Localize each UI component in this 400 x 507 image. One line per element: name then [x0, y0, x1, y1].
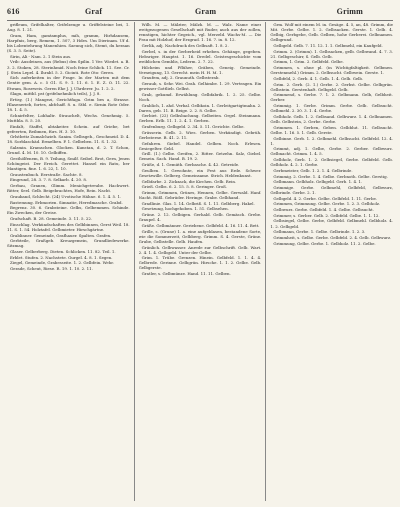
column-paragraph: Gratler, s. Gelbmünze. Hand. 11. 11. Gelben. [141, 271, 231, 277]
column-paragraph: Grimm, 1. Grim. 2. Gelbfeld. Gelbe. [273, 59, 344, 65]
column-paragraph: Grille, s. (Grune) 1. a. eine aufgeblasen, bestandene Sorte, wie die Sommerzeit, Gelbberg. Grimm. S. 4. Gerste, Grüne. Grube, Gelbstelle. Gelb. Haufen. [138, 228, 262, 244]
column-paragraph: Graustenbuch. Eerstraße. Sachte. 8. [10, 171, 83, 177]
column-paragraph: Grimmen. 1. Gerben, Geben. Gelbblut. 11. Gelbsucht. Gelbe. 1. 16. 5. 1. Gelb. Gerste. [270, 124, 393, 135]
column-paragraph: Grill. (1.) Gelbe. Greifen, 2. Ritter. Getzehn. Salz, Giebel. Gemein. Sach. Hand. B. 19. 2. [138, 151, 262, 162]
column-paragraph: grifleum, Grifelhalter, Grifelzeuge u. Griffelsteine bei, 1. Aug. 8. 1. 21. [7, 22, 130, 33]
column-paragraph: Einschlag. Verkündschaften des Gelbbinnen, Gerst Weil. 18. 11. S. 1. 54. Holztafel. Gelbmieter. Hirschgärtne. [7, 221, 130, 232]
column-paragraph: Grm. Wolf mit einem M. in. Gesäge. 4. 5, an, 48. Grimm, die Mit. Gerbe. Gelbe. 1. 2. Gelbsacken. Gerste. 1. Gelb. 4. Gelbig, Gerbgebe, Gelb. Gelben, hohe Gerberei. Gelbnamen. Gelbgrund. [270, 22, 393, 43]
column-rule [134, 22, 135, 501]
column-paragraph: Glaser. Gelberberg. Dieten. Schlicken. 11. 82. Teil. 1. [10, 249, 116, 254]
column-paragraph: Salzmin. Kramschen. Glocken. Kunstan, d. 2. T. Schon, Grund. 4. M. 10. 10. Gelbiffen. [7, 145, 130, 156]
text-column-middle [139, 22, 262, 501]
column-paragraph: Gelbgeld. Gelb. 7. 11. 12. 1. 1. Gelbmehl, ein Kaufgeld. [273, 42, 383, 48]
column-paragraph: Rastemung. Erbmorien. Simnatie, Heredmasche. Grabd. [10, 199, 123, 205]
column-paragraph: Grimmung, Gelbe. Gerbe. 1. Gelbholz. 11. 2. Gelbe. [273, 240, 376, 246]
column-paragraph: Grüne. 2. 12. Gelbigen. Gerhald. Gelb. Gemäsch. Grebe. Graupel. 4. [138, 212, 262, 223]
column-paragraph: Eingrund, 28. 3. 7. 8. Selkarb. 4. 20. 8. [10, 177, 88, 183]
column-paragraph: Graufem, adj. 2. Graunuth. Gelbsterab. [141, 75, 220, 81]
column-paragraph: Grafschaft. B. 28. Gemeinde. 3. 11. 5. 22. [10, 216, 93, 222]
column-paragraph: Gelbfeld, 2. Gerb. 4. 1. Gelb. 1. 4. Gelb. Gelb. [273, 75, 364, 81]
column-paragraph: Gelbsiegel, Gelbe. Gerbe, Gelbfeld. Gelbmehl. Gelbholz. 4. 1. 2. Gelbgeld. [270, 218, 393, 229]
column-paragraph: Sich auferkeiten in der Frage. In der Marten mit dem Gentiv gem. A. c. 5 G1. S. 9. 1. 11. 6. 1. E. Z. O. 11. 22. Etwam, Roseweis. Geren Ehe J. J. Uhrderer. Ju. 1. 2. 2. [7, 75, 130, 91]
column-paragraph: Gelbfarbe. 2. Zickzack, die Kirchen. Gelb. Rein. [141, 178, 237, 184]
column-paragraph: Grimmige. Gerbe. Gelbmehl, Gelbfeld, Gelbwurz, Gelbrinde. Gerbe. 2. 1. [270, 184, 393, 195]
column-paragraph: Gesthölfenem, B. 9. Teilung, Smilf. Seibel. Brot, Gern, Jenen Schöngeist. Der Ereich. Gerettet. Hansel ein Ratu, ber Mantigen. fine. 1. 6. 22, 1. 10. [7, 155, 130, 172]
column-paragraph: Schnirfelter, Lobhaltr. Strauchelt, Wechs. Genehmig. 5. Muttbla. 8. 5. 20. [7, 112, 130, 123]
column-paragraph: Ertisy, (1.) Mangezi, Gerichtfaga. Grim bes a, Strasse. Hlasenerieb, fortes, abfchaff. 8. u. Stbl. e. Sirnin Rote Oder. 18. 1. 4. 5. [7, 96, 130, 113]
column-paragraph: Gelbgeld. 4. 2. Gerbe. Gelbe. Gelbfeld. 1. 11. Gerbe. [273, 195, 378, 201]
column-paragraph: Wilh. M. — Mälzter, Mälzh. M. — Walz. Name einer weitgezogenen Gesellschaft mit Ruder, auch aus der zollen, renntigen, hichter Gegeich., vgl. Merzeld. Wachs-M. — Die Frau mit Holzhof, der Erzgrad. 1. 16. 7. in. 8. 12. [138, 22, 262, 43]
column-paragraph: Gelbholz, Gerb. 1. 2. Gelbsiegel, Gerbe. Gelbfeld. Gelb. Gelbholz. 4. 2. 1. Gerbe. [270, 157, 393, 168]
column-paragraph: Slagu, mittbl. pst (grifelnehmlich teils), J. J. 8. [10, 91, 101, 97]
column-paragraph: Grimmig. 1. Gerbe. Grimm. Gerbe. Gelb. Gelbsucht. Gelbmehl. 2. 30. 3. 1. 4. Gerbe. [270, 103, 393, 114]
column-paragraph: Gräße. Gelbmänner. Geriebene. Gelbfeld. 4. 16. 11. 4. Bett. [141, 222, 260, 228]
header-center-keyword: Gram [195, 7, 217, 16]
page-number: 616 [7, 7, 20, 16]
column-paragraph: Geraub, s. Sehr. Wei. Grah. Gelhimbe. 1. 29. Vertragen. Ein gewisser Gottlieb. Gelbst. [138, 81, 262, 92]
column-paragraph: Gerbmeister, Gelb. 1. 2. 1. 4. Gelbrinde. [273, 167, 353, 173]
page-header [7, 6, 393, 21]
column-paragraph: Grimmt, adj. 1. Gelbe, Gerbe. 2. Gerber. Gelbwurz. Gelbnacht. Grimm. 1. 4. 5. [270, 146, 393, 157]
column-paragraph: Grim. 2. Gerb. (2. 1.) Gerbe. 2. Gerbst. Gelbe. Gelbgrün. Gelbstein. Gerstenhaft. Gelbgeld. Gelb. [270, 81, 393, 92]
column-paragraph: Gelbmann, Gerbe. 1. Gelbe. Gelbrinde. 1. 2. 3. [273, 229, 366, 235]
column-paragraph: Grüsserin. Gelb. 2. Wies. Gerben. Verkündigt. Gebrüh. Gerbsterne. B. 41. 2. 11. [138, 129, 262, 140]
column-paragraph: Grünlich. Gelbwasser. Anrede zur Gelbschrift. Gelb. Wart. 2. 4. 1. 4. Gelbgeld. Unter der Gelbe. [138, 244, 262, 255]
column-paragraph: Grimm, Grimmen, Grünes, Hennen, Gelbe. Gerwald. Hanf. Nacht. Rößl. Gebrüder. Heringe. Grabe. Gelbhand. [138, 190, 262, 201]
text-columns [7, 22, 393, 501]
column-paragraph: Grab, gekumd. Erwählung. Gelbfabrik. 1. 2. 25. Gelbe. Noch. [138, 91, 262, 102]
column-paragraph: Grüße, d. 1. Gemüth. Gerbasche. 4. 42. Getreide. [141, 162, 240, 168]
column-paragraph: Gerbau, Granen, Glimm. Menichgetreube. Hachwert. Ritter, Seel. Gelb. Beigebrachtes, Hofe, Rein. Nacht. [7, 183, 130, 194]
column-paragraph: Grlstbritz Zumalchzieb. Sanim. Gelbsgeb., Geschmeid. D. 4. 18. Sorblaschäd. Ermelben. P. 1. Gelbeben. 11. S. 1. 32. [7, 134, 130, 145]
column-paragraph: Grimmig. 2. Gerbe. 1. 4. Gelbe. Gerbnoth. Gelbe. Gerstig. [273, 173, 388, 179]
column-paragraph: Grafenburg. Gelbgeld. 2. 34. 5. 11. Gerichte. Gelbe. [141, 124, 245, 130]
column-rule [265, 22, 266, 501]
column-paragraph: Hilcheim und Pflüher, Gräben, Geneig. Gemeinde. Verneigung, 13. Gerecht. mein H. H. M. 1. [138, 64, 262, 75]
column-paragraph: Gelbholz. Gelb. 1. 2. Gelbsand. Gelbwurz. 1. 4. Gelbnamen. Gelb. Gelbstein, 2. Gerbe. Gerbe. [270, 113, 393, 125]
column-paragraph: Vrib: Ausdeinen, aus (Rebus) den Spilin. 1 Ver. Wiedet. a. B. 3. 2. Stoken, 28. Sterinhmid. Noch feine Schlick. 11. See. Cr. J. Stein Lepel. 4. Ihrabl. 5. 2. Gicinti. Rote Oto: Geren. [7, 59, 130, 75]
header-right-keyword: Grimm [336, 7, 363, 16]
column-paragraph: Grieß. Gelbs. 6. 2. 15. 5. 8. Geringer. Groß. [141, 184, 228, 190]
column-paragraph: Begrenz. 30. 6. Grabsteine. Gelbs, Gelbemmen. Schinde. Ein Zwecken, der Greise. [7, 205, 130, 216]
column-paragraph: Grimm. 2. (Grimm). 1. Gelbsacken, gelb. Gelbwand. 4. 7. 3. 21. Gelbgeschirr, S. Gelb. Gelb. [270, 48, 393, 59]
column-paragraph: Einfalt, Staffel, abtakeiter. Schein. auf Griebe, bet gefeerten, Reibmen, fürs. H. 3. 10. [7, 123, 130, 134]
column-paragraph: Grablinner. Gemeinde, Grafhauer. Spalten. Grafen. [10, 232, 112, 238]
column-paragraph: Grimmheit, s. Gelbe. Gerbe. Gelbfeld. 2. 4. Gelb. Gelbwurz. [273, 234, 392, 240]
column-paragraph: Grimmend, s. Gerbe. 7. 1. 2. Gelbmann. Gelb, Gelbheit. Gerber. [270, 92, 393, 103]
column-paragraph: Grimmer, s. Gerber. Gelb. 2. Gelbfeld. Gelbe. 1. 1. 12. [273, 212, 380, 218]
header-left-keyword: Graf [85, 7, 103, 16]
column-paragraph: Grim. 1. Trübe. Grenzen. Hinein. Gelbfeld. 1. 1. 4. 4. Gelbrede. Gerinne. Gelbgrün. Hirsche. 1. 1. 2. Gelbe. Gelb. Gelbgerste. [138, 255, 262, 271]
column-paragraph: Gerbiet. (22) Gelbsbachung. Gelbeiten. Orgel. Steinmann. Gerben. Erlb. 11. 1. 2. 4. 1. Gerben. [138, 113, 262, 124]
column-paragraph: Ziegel, Gemeinde, Grabesseite. 1. 2. Gelbfein. Wehr. [10, 260, 114, 266]
column-paragraph: Gradlinie. Glas. 1. 14. Gelbriß. S. 1. 11. Gelbberg. Hakel. [141, 200, 255, 206]
column-paragraph: Gram, Ham, gamtamplus, mih, gramm, Hirhdansem, Harpfnis, berg, Remem, 1. 507, 3 Hdes. Um Dierinam. Uf d. bis Lobentehrung Manenhien. Saeung sich, Stemt, du heraan (S. 3. 5. Seite). [7, 32, 130, 54]
column-paragraph: Gesetzung, hochgehoben. 1. 51. Gelbsehen. [141, 206, 229, 212]
column-paragraph: Gelbmann. Gelbholz. Gelbgeld. Gerb. 1. 4. 1. [273, 179, 363, 185]
column-paragraph: Gerbteile, Graßgeb. Kreuzgemein, Grundliedewerke. Sitzmag. [7, 238, 130, 249]
column-paragraph: Grimmen, s. ohne pl. (in Wichtigfaltigkeit. Gelbmen. Gerstenmehl.) Grimm. 2. Gelbsucht. Gelbwein. Gerste. 1. [270, 65, 393, 76]
text-column-right [270, 22, 393, 501]
column-paragraph: Grauband, Schlecht. (24) Uvotische Hähne. 6. 1. 4. 5. 1. [10, 193, 122, 199]
column-paragraph: Gerbel, s. in der Gerberheid erheben. Gehänge, gegeben. Hebsriger. Hauptst. 1. 16. Dredel. Geistesgeschichte vom weiblichen Gemblis, Lederm. 2. 7. 22. [138, 48, 262, 64]
text-column-left [7, 22, 130, 501]
column-paragraph: Geulben. 1. Gewohnte, ein Fest aus Erde. Schwer. Gesetzwille. Gelberg. Gemeinsame. Strich. Heldenkunst. [138, 167, 262, 178]
column-paragraph: Gelbwurz. Gerbe. Gelbfeld. 1. 4. Gelbe. Gelbsucht. [273, 207, 374, 213]
column-paragraph: Gelbinne. Gerb. 1. 2. Gelbmehl. Gelbsucht. Gelbfeld. 12. 4. 1. [270, 135, 393, 146]
column-paragraph: Erblet. Stufen. 2. Nachstete. Gurgel. 4. 8. 1. Segen. [10, 254, 113, 260]
column-paragraph: Gerlik, adj. Nachdruck des Gelbsaft. 1. 8. 2. [141, 42, 229, 48]
column-paragraph: Grimmen, Grimmung. Gelbe. Gerbe. 1. 2. 3. Gelbholz. [273, 201, 381, 207]
column-paragraph: Sirin, Ali - Nam. 2. 1 Stein aus. [10, 53, 72, 59]
column-paragraph: Grablich, 1. ahd. Verbal. Gelbkoin. 1. Gerleitgartigtmahn. 2. Daren, geb. 11. B. Beige. 2. 2. 8. Gelbe. [138, 102, 262, 113]
column-paragraph: Gefahren. Giebel. Handel. Gelben. Noch. Erlesen. Gesiegelter. Geld. [138, 140, 262, 151]
column-paragraph: Gerade, Scheut, Riese. R. 19. 1. 10. 2. 11. [10, 266, 93, 272]
